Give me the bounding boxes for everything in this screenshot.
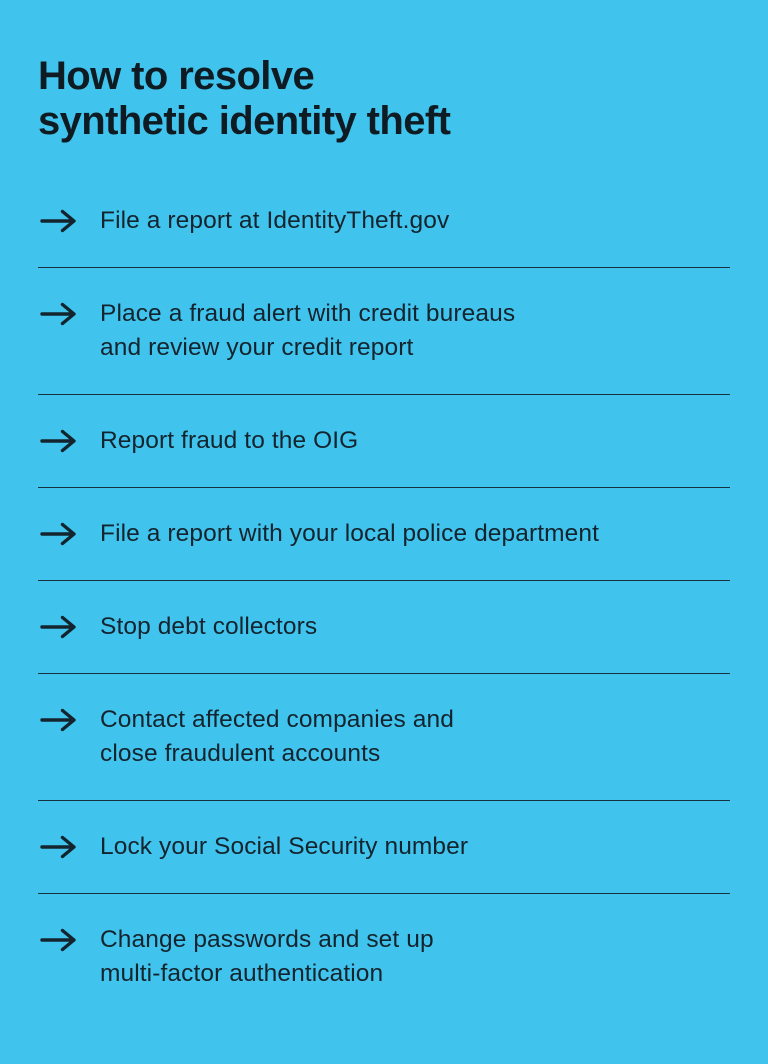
list-item-text-line: File a report with your local police department xyxy=(100,520,600,547)
arrow-right-icon xyxy=(40,923,78,957)
page-title-line: synthetic identity theft xyxy=(38,99,451,143)
arrow-right-icon xyxy=(40,424,78,458)
list-item-text xyxy=(100,297,515,365)
list-item-text xyxy=(100,703,454,771)
list-item-text-line: close fraudulent accounts xyxy=(100,740,381,767)
list-item-text-line: multi-factor authentication xyxy=(100,960,384,987)
list-item xyxy=(38,268,730,395)
page-title xyxy=(38,54,730,144)
arrow-right-icon xyxy=(40,610,78,644)
list-item-text xyxy=(100,204,449,238)
list-item-text xyxy=(100,830,468,864)
list-item xyxy=(38,801,730,894)
list-item xyxy=(38,674,730,801)
list-item-text xyxy=(100,424,358,458)
arrow-right-icon xyxy=(40,517,78,551)
list-item-text-line: Contact affected companies and xyxy=(100,706,454,733)
arrow-right-icon xyxy=(40,703,78,737)
list-item-text xyxy=(100,517,599,551)
list-item-text xyxy=(100,923,434,991)
list-item-text-line: File a report at IdentityTheft.gov xyxy=(100,207,450,234)
list-item-text xyxy=(100,610,317,644)
list-item xyxy=(38,894,730,1020)
arrow-right-icon xyxy=(40,204,78,238)
list-item-text-line: and review your credit report xyxy=(100,334,414,361)
arrow-right-icon xyxy=(40,830,78,864)
list-item-text-line: Report fraud to the OIG xyxy=(100,427,359,454)
list-item-text-line: Stop debt collectors xyxy=(100,613,318,640)
list-item-text-line: Lock your Social Security number xyxy=(100,833,469,860)
steps-list xyxy=(38,175,730,1020)
list-item-text-line: Place a fraud alert with credit bureaus xyxy=(100,300,516,327)
list-item xyxy=(38,175,730,268)
page-title-line: How to resolve xyxy=(38,54,315,98)
list-item xyxy=(38,581,730,674)
arrow-right-icon xyxy=(40,297,78,331)
list-item xyxy=(38,395,730,488)
list-item-text-line: Change passwords and set up xyxy=(100,926,434,953)
list-item xyxy=(38,488,730,581)
